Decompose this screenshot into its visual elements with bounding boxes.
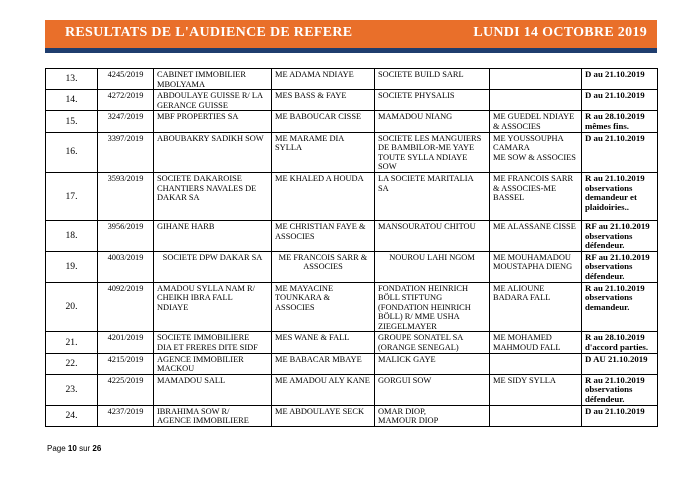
defendant-lawyer-cell xyxy=(490,111,582,132)
defendant-lawyer-text: CAMARA xyxy=(493,143,530,153)
hearing-result-text: D AU 21.10.2019 xyxy=(585,354,648,364)
hearing-result-text: demandeur et xyxy=(585,193,637,203)
plaintiff-lawyer-text: TOUNKARA & xyxy=(275,293,330,303)
plaintiff-cell xyxy=(154,332,272,353)
row-number: 24. xyxy=(65,409,78,421)
plaintiff-lawyer-text: MES BASS & FAYE xyxy=(275,91,347,101)
footer-sur-word: sur xyxy=(79,444,91,453)
case-number-cell xyxy=(46,220,98,251)
plaintiff-cell xyxy=(154,132,272,172)
case-number-cell xyxy=(46,353,98,374)
defendant-lawyer-cell xyxy=(490,220,582,251)
docket-ref-cell xyxy=(98,374,154,405)
plaintiff-lawyer-text: ASSOCIES xyxy=(275,231,315,241)
table-row xyxy=(46,353,658,374)
docket-ref-text: 3397/2019 xyxy=(107,133,144,143)
defendant-lawyer-text: & ASSOCIES-ME xyxy=(493,183,557,193)
defendant-text: SOCIETE BUILD SARL xyxy=(378,70,464,79)
results-table-body xyxy=(46,69,658,427)
hearing-result-text: R au 28.10.2019 xyxy=(585,112,645,122)
docket-ref-cell xyxy=(98,172,154,220)
docket-ref-text: 4215/2019 xyxy=(107,354,144,364)
hearing-result-text: observations xyxy=(585,183,633,193)
hearing-result-text: mêmes fins. xyxy=(585,121,629,131)
plaintiff-text: CHEIKH IBRA FALL xyxy=(157,293,233,303)
plaintiff-lawyer-cell xyxy=(272,111,375,132)
hearing-date: LUNDI 14 OCTOBRE 2019 xyxy=(473,25,647,40)
hearing-result-text: défendeur. xyxy=(585,271,625,281)
hearing-result-text: R au 21.10.2019 xyxy=(585,375,645,385)
case-number-cell xyxy=(46,374,98,405)
table-row xyxy=(46,405,658,426)
plaintiff-cell xyxy=(154,251,272,282)
defendant-lawyer-cell xyxy=(490,251,582,282)
plaintiff-text: DIA ET FRERES DITE SIDF xyxy=(157,343,258,353)
docket-ref-cell xyxy=(98,405,154,426)
case-number-cell xyxy=(46,251,98,282)
docket-ref-text: 3956/2019 xyxy=(107,221,144,231)
header-blue-rule xyxy=(45,48,657,53)
docket-ref-cell xyxy=(98,90,154,111)
plaintiff-lawyer-text: MES WANE & FALL xyxy=(275,333,350,343)
plaintiff-lawyer-text: ME AMADOU ALY KANE xyxy=(275,375,370,385)
docket-ref-text: 4245/2019 xyxy=(107,70,144,79)
docket-ref-cell xyxy=(98,111,154,132)
plaintiff-cell xyxy=(154,405,272,426)
plaintiff-text: IBRAHIMA SOW R/ xyxy=(157,406,230,416)
defendant-text: SOCIETE LES MANGUIERS xyxy=(378,133,482,143)
row-number: 22. xyxy=(65,357,78,369)
plaintiff-lawyer-cell xyxy=(272,251,375,282)
defendant-lawyer-text: ME ALASSANE CISSE xyxy=(493,221,576,231)
row-number: 21. xyxy=(65,336,78,348)
row-number: 13. xyxy=(65,73,78,85)
hearing-result-text: demandeur. xyxy=(585,302,630,312)
plaintiff-text: CHANTIERS NAVALES DE xyxy=(157,183,257,193)
defendant-lawyer-text: ME SIDY SYLLA xyxy=(493,375,556,385)
defendant-text: LA SOCIETE MARITALIA xyxy=(378,173,474,183)
plaintiff-lawyer-cell xyxy=(272,374,375,405)
hearing-result-cell xyxy=(582,220,658,251)
defendant-lawyer-cell xyxy=(490,282,582,332)
defendant-lawyer-text: ME GUEDEL NDIAYE xyxy=(493,112,575,122)
case-number-cell xyxy=(46,405,98,426)
defendant-text: SA xyxy=(378,183,389,193)
defendant-cell xyxy=(375,251,490,282)
defendant-cell xyxy=(375,132,490,172)
plaintiff-lawyer-text: ME BABOUCAR CISSE xyxy=(275,112,362,122)
table-row xyxy=(46,374,658,405)
plaintiff-text: CABINET IMMOBILIER xyxy=(157,70,246,79)
plaintiff-cell xyxy=(154,220,272,251)
hearing-result-cell xyxy=(582,353,658,374)
docket-ref-cell xyxy=(98,69,154,90)
defendant-lawyer-text: & ASSOCIES xyxy=(493,121,541,131)
hearing-result-cell xyxy=(582,374,658,405)
defendant-lawyer-cell xyxy=(490,374,582,405)
plaintiff-lawyer-cell xyxy=(272,332,375,353)
plaintiff-lawyer-cell xyxy=(272,172,375,220)
defendant-lawyer-text: MAHMOUD FALL xyxy=(493,343,561,353)
hearing-result-text: D au 21.10.2019 xyxy=(585,70,645,79)
plaintiff-lawyer-text: ME FRANCOIS SARR & xyxy=(278,252,368,262)
defendant-cell xyxy=(375,111,490,132)
footer-page-total: 26 xyxy=(92,444,102,453)
row-number: 18. xyxy=(65,230,78,242)
defendant-text: TOUTE SYLLA NDIAYE xyxy=(378,152,468,162)
hearing-result-text: R au 21.10.2019 xyxy=(585,173,645,183)
defendant-lawyer-cell xyxy=(490,132,582,172)
defendant-text: MANSOURATOU CHITOU xyxy=(378,221,476,231)
docket-ref-cell xyxy=(98,332,154,353)
plaintiff-cell xyxy=(154,374,272,405)
plaintiff-lawyer-text: ME MAYACINE xyxy=(275,283,334,293)
docket-ref-cell xyxy=(98,251,154,282)
row-number: 16. xyxy=(65,146,78,158)
docket-ref-text: 4003/2019 xyxy=(107,252,144,262)
plaintiff-text: SOCIETE DAKAROISE xyxy=(157,173,242,183)
defendant-lawyer-text: ME SOW & ASSOCIES xyxy=(493,152,576,162)
defendant-lawyer-text: ME FRANCOIS SARR xyxy=(493,173,574,183)
defendant-cell xyxy=(375,172,490,220)
hearing-result-text: R au 28.10.2019 xyxy=(585,333,645,343)
defendant-cell xyxy=(375,374,490,405)
defendant-text: BÖLL STIFTUNG xyxy=(378,293,443,303)
plaintiff-text: ABDOULAYE GUISSE R/ LA xyxy=(157,91,264,101)
hearing-result-text: D au 21.10.2019 xyxy=(585,91,645,101)
plaintiff-cell xyxy=(154,69,272,90)
hearing-result-text: observations xyxy=(585,385,633,395)
plaintiff-lawyer-text: ME ADAMA NDIAYE xyxy=(275,70,354,79)
defendant-text: MAMADOU NIANG xyxy=(378,112,453,122)
table-row xyxy=(46,132,658,172)
hearing-result-text: D au 21.10.2019 xyxy=(585,406,645,416)
table-row xyxy=(46,90,658,111)
case-number-cell xyxy=(46,172,98,220)
hearing-result-text: défendeur. xyxy=(585,395,625,405)
case-number-cell xyxy=(46,69,98,90)
plaintiff-text: SOCIETE DPW DAKAR SA xyxy=(162,252,263,262)
defendant-lawyer-text: BASSEL xyxy=(493,193,525,203)
hearing-result-cell xyxy=(582,132,658,172)
defendant-lawyer-cell xyxy=(490,332,582,353)
plaintiff-text: DAKAR SA xyxy=(157,193,200,203)
defendant-cell xyxy=(375,220,490,251)
plaintiff-lawyer-text: ASSOCIES xyxy=(303,262,343,272)
defendant-lawyer-text: ME YOUSSOUPHA xyxy=(493,133,564,143)
hearing-result-cell xyxy=(582,251,658,282)
hearing-result-text: RF au 21.10.2019 xyxy=(585,221,650,231)
plaintiff-lawyer-cell xyxy=(272,132,375,172)
defendant-lawyer-cell xyxy=(490,90,582,111)
docket-ref-text: 4272/2019 xyxy=(107,91,144,101)
plaintiff-cell xyxy=(154,111,272,132)
hearing-result-cell xyxy=(582,332,658,353)
plaintiff-lawyer-text: ME MARAME DIA xyxy=(275,133,345,143)
hearing-result-cell xyxy=(582,90,658,111)
defendant-text: GROUPE SONATEL SA xyxy=(378,333,464,343)
defendant-text: DE BAMBILOR-ME YAYE xyxy=(378,143,475,153)
plaintiff-lawyer-text: SYLLA xyxy=(275,143,302,153)
hearing-result-text: RF au 21.10.2019 xyxy=(585,252,650,262)
defendant-cell xyxy=(375,353,490,374)
hearing-result-cell xyxy=(582,111,658,132)
hearing-result-cell xyxy=(582,282,658,332)
defendant-text: BÖLL) R/ MME USHA xyxy=(378,312,460,322)
table-row xyxy=(46,111,658,132)
docket-ref-text: 4225/2019 xyxy=(107,375,144,385)
hearing-result-text: défendeur. xyxy=(585,241,625,251)
defendant-text: OMAR DIOP, xyxy=(378,406,426,416)
defendant-lawyer-cell xyxy=(490,172,582,220)
plaintiff-text: GIHANE HARB xyxy=(157,221,215,231)
table-row xyxy=(46,172,658,220)
row-number: 15. xyxy=(65,115,78,127)
plaintiff-text: MBF PROPERTIES SA xyxy=(157,112,239,122)
table-row xyxy=(46,69,658,90)
results-table xyxy=(45,68,658,427)
plaintiff-lawyer-cell xyxy=(272,282,375,332)
plaintiff-text: GERANCE GUISSE xyxy=(157,100,228,110)
defendant-lawyer-text: BADARA FALL xyxy=(493,293,551,303)
row-number: 20. xyxy=(65,301,78,313)
plaintiff-text: MACKOU xyxy=(157,364,195,374)
defendant-cell xyxy=(375,405,490,426)
defendant-cell xyxy=(375,282,490,332)
docket-ref-text: 4092/2019 xyxy=(107,283,144,293)
plaintiff-cell xyxy=(154,282,272,332)
plaintiff-lawyer-text: ME CHRISTIAN FAYE & xyxy=(275,221,366,231)
defendant-lawyer-text: MOUSTAPHA DIENG xyxy=(493,262,573,272)
hearing-result-text: observations xyxy=(585,231,633,241)
page-footer xyxy=(47,444,101,453)
table-row xyxy=(46,282,658,332)
docket-ref-cell xyxy=(98,353,154,374)
plaintiff-lawyer-cell xyxy=(272,405,375,426)
table-row xyxy=(46,251,658,282)
defendant-text: SOCIETE PHYSALIS xyxy=(378,91,455,101)
defendant-lawyer-cell xyxy=(490,69,582,90)
plaintiff-lawyer-text: ME ABDOULAYE SECK xyxy=(275,406,365,416)
defendant-cell xyxy=(375,90,490,111)
plaintiff-text: AGENCE IMMOBILIER xyxy=(157,354,244,364)
row-number: 19. xyxy=(65,260,78,272)
case-number-cell xyxy=(46,90,98,111)
defendant-lawyer-text: ME ALIOUNE xyxy=(493,283,545,293)
plaintiff-lawyer-cell xyxy=(272,90,375,111)
docket-ref-text: 4237/2019 xyxy=(107,406,144,416)
plaintiff-text: SOCIETE IMMOBILIERE xyxy=(157,333,250,343)
table-row xyxy=(46,220,658,251)
defendant-cell xyxy=(375,332,490,353)
defendant-lawyer-text: ME MOHAMED xyxy=(493,333,552,343)
plaintiff-lawyer-cell xyxy=(272,220,375,251)
plaintiff-text: AMADOU SYLLA NAM R/ xyxy=(157,283,255,293)
hearing-result-text: D au 21.10.2019 xyxy=(585,133,645,143)
defendant-text: SOW xyxy=(378,162,397,172)
docket-ref-text: 3593/2019 xyxy=(107,173,144,183)
plaintiff-lawyer-cell xyxy=(272,69,375,90)
docket-ref-cell xyxy=(98,132,154,172)
hearing-result-cell xyxy=(582,172,658,220)
table-row xyxy=(46,332,658,353)
plaintiff-cell xyxy=(154,172,272,220)
plaintiff-lawyer-text: ASSOCIES xyxy=(275,302,315,312)
hearing-result-cell xyxy=(582,69,658,90)
hearing-result-text: plaidoiries.. xyxy=(585,202,629,212)
plaintiff-cell xyxy=(154,90,272,111)
plaintiff-lawyer-text: ME KHALED A HOUDA xyxy=(275,173,364,183)
hearing-result-text: observations xyxy=(585,293,633,303)
docket-ref-text: 3247/2019 xyxy=(107,112,144,122)
hearing-result-cell xyxy=(582,405,658,426)
footer-page-word: Page xyxy=(47,444,66,453)
plaintiff-lawyer-text: ME BABACAR MBAYE xyxy=(275,354,362,364)
hearing-result-text: d'accord parties. xyxy=(585,343,649,353)
case-number-cell xyxy=(46,111,98,132)
plaintiff-cell xyxy=(154,353,272,374)
defendant-text: (ORANGE SENEGAL) xyxy=(378,343,459,353)
plaintiff-text: MBOLYAMA xyxy=(157,79,206,89)
defendant-text: ZIEGELMAYER xyxy=(378,321,437,331)
plaintiff-text: MAMADOU SALL xyxy=(157,375,226,385)
defendant-lawyer-text: ME MOUHAMADOU xyxy=(493,252,571,262)
defendant-lawyer-cell xyxy=(490,353,582,374)
header-banner xyxy=(45,20,657,53)
plaintiff-text: AGENCE IMMOBILIERE xyxy=(157,416,249,426)
defendant-text: MAMOUR DIOP xyxy=(378,416,439,426)
defendant-text: NOUROU LAHI NGOM xyxy=(389,252,475,262)
defendant-text: (FONDATION HEINRICH xyxy=(378,302,471,312)
case-number-cell xyxy=(46,332,98,353)
row-number: 14. xyxy=(65,94,78,106)
defendant-text: GORGUI SOW xyxy=(378,375,432,385)
case-number-cell xyxy=(46,132,98,172)
document-title: RESULTATS DE L'AUDIENCE DE REFERE xyxy=(65,25,353,40)
footer-page-number: 10 xyxy=(67,444,77,453)
defendant-cell xyxy=(375,69,490,90)
defendant-lawyer-cell xyxy=(490,405,582,426)
hearing-result-text: R au 21.10.2019 xyxy=(585,283,645,293)
docket-ref-cell xyxy=(98,282,154,332)
plaintiff-text: ABOUBAKRY SADIKH SOW xyxy=(157,133,264,143)
hearing-result-text: observations xyxy=(585,262,633,272)
row-number: 17. xyxy=(65,190,78,202)
defendant-text: MALICK GAYE xyxy=(378,354,436,364)
defendant-text: FONDATION HEINRICH xyxy=(378,283,469,293)
row-number: 23. xyxy=(65,383,78,395)
plaintiff-text: NDIAYE xyxy=(157,302,189,312)
docket-ref-text: 4201/2019 xyxy=(107,333,144,343)
plaintiff-lawyer-cell xyxy=(272,353,375,374)
docket-ref-cell xyxy=(98,220,154,251)
case-number-cell xyxy=(46,282,98,332)
